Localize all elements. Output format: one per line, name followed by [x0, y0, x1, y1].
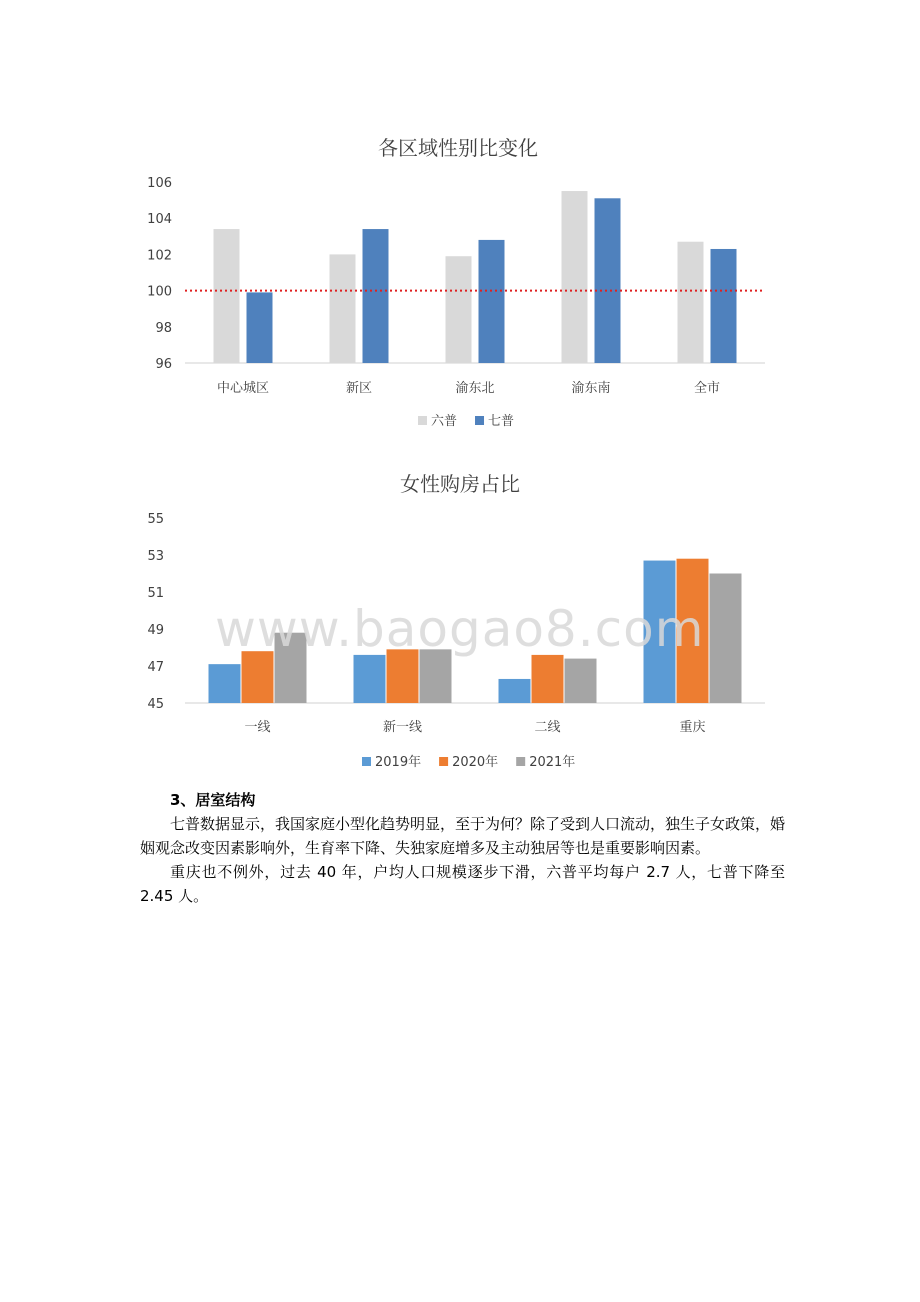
legend-swatch-2020年: [439, 757, 448, 766]
category-label: 中心城区: [216, 381, 270, 396]
bar-2021年-重庆: [710, 574, 742, 704]
bar-六普-渝东北: [446, 256, 472, 363]
y-tick-label: 53: [147, 549, 164, 564]
y-tick-label: 98: [155, 320, 172, 336]
legend-label-2020年: 2020年: [452, 755, 499, 770]
y-tick-label: 45: [147, 697, 164, 712]
legend-swatch-2019年: [362, 757, 371, 766]
chart-title: 各区域性别比变化: [378, 136, 538, 160]
bar-2021年-二线: [565, 659, 597, 703]
paragraph-1: 七普数据显示，我国家庭小型化趋势明显，至于为何？除了受到人口流动，独生子女政策，婚姻观念改变因素影响外，生育率下降、失独家庭增多及主动独居等也是重要影响因素。: [140, 815, 786, 857]
bar-七普-渝东南: [595, 198, 621, 363]
y-tick-label: 49: [147, 623, 164, 638]
bar-六普-渝东南: [562, 191, 588, 363]
legend-swatch-六普: [418, 416, 427, 425]
y-tick-label: 104: [147, 212, 172, 228]
legend-label-六普: 六普: [431, 414, 458, 429]
legend-label-七普: 七普: [488, 414, 515, 429]
y-tick-label: 100: [147, 284, 172, 300]
legend-swatch-2021年: [516, 757, 525, 766]
bar-2020年-一线: [242, 651, 274, 703]
bar-七普-新区: [363, 229, 389, 363]
bar-六普-新区: [330, 254, 356, 363]
category-label: 渝东北: [455, 381, 495, 396]
bar-2019年-一线: [209, 664, 241, 703]
category-label: 重庆: [679, 720, 706, 735]
legend-label-2019年: 2019年: [375, 755, 422, 770]
bar-2019年-二线: [499, 679, 531, 703]
bar-七普-渝东北: [479, 240, 505, 363]
y-tick-label: 96: [155, 357, 172, 372]
y-tick-label: 102: [147, 248, 172, 264]
bar-2019年-新一线: [354, 655, 386, 703]
category-label: 一线: [244, 720, 271, 735]
bar-六普-中心城区: [214, 229, 240, 363]
category-label: 新区: [345, 381, 373, 396]
category-label: 全市: [693, 381, 721, 396]
bar-六普-全市: [678, 242, 704, 363]
legend-label-2021年: 2021年: [529, 755, 576, 770]
category-label: 新一线: [382, 720, 423, 735]
section-heading: 3、居室结构: [170, 791, 256, 809]
chart-title: 女性购房占比: [400, 472, 520, 496]
bar-七普-全市: [711, 249, 737, 363]
paragraph-2: 重庆也不例外，过去 40 年，户均人口规模逐步下滑，六普平均每户 2.7 人，七普下降至 2.45 人。: [140, 863, 785, 905]
category-label: 渝东南: [571, 381, 611, 396]
y-tick-label: 51: [147, 586, 164, 601]
y-tick-label: 55: [147, 512, 164, 527]
legend-swatch-七普: [475, 416, 484, 425]
bar-2020年-二线: [532, 655, 564, 703]
sex-ratio-chart: [0, 120, 920, 440]
bar-七普-中心城区: [247, 292, 273, 363]
watermark: www.baogao8.com: [215, 600, 705, 658]
category-label: 二线: [534, 720, 561, 735]
sex-ratio-chart-svg: [0, 120, 920, 440]
y-tick-label: 47: [147, 660, 164, 675]
y-tick-label: 106: [147, 176, 172, 191]
section-text: [140, 788, 785, 908]
